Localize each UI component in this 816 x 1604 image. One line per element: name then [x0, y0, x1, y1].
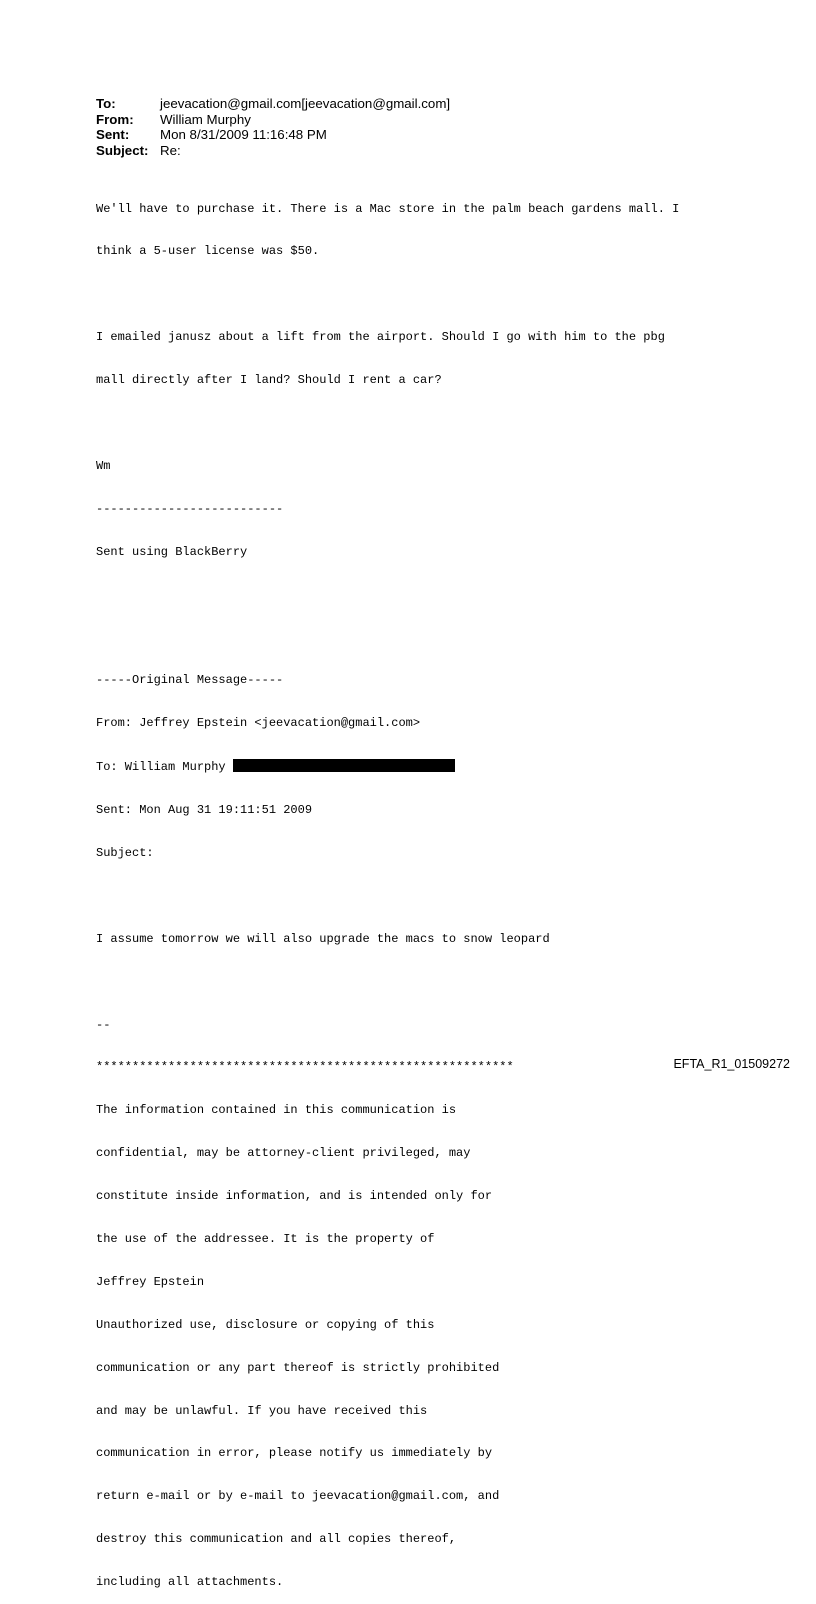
disclaimer-line: communication or any part thereof is strictly prohibited: [96, 1360, 500, 1375]
disclaimer-line: and may be unlawful. If you have received this: [96, 1403, 428, 1418]
email-body: [96, 173, 679, 1604]
sent-row: [96, 127, 450, 143]
blank-line: [96, 287, 679, 301]
email-header: [96, 96, 450, 158]
original-sent: Sent: Mon Aug 31 19:11:51 2009: [96, 803, 313, 818]
disclaimer-line: The information contained in this communication is: [96, 1103, 457, 1118]
disclaimer-line: constitute inside information, and is intended only for: [96, 1189, 493, 1204]
disclaimer-line: Unauthorized use, disclosure or copying of this: [96, 1317, 435, 1332]
from-row: [96, 112, 450, 128]
disclaimer-line: confidential, may be attorney-client privileged, may: [96, 1146, 471, 1161]
device-signature: Sent using BlackBerry: [96, 544, 248, 559]
blank-line: [96, 975, 679, 989]
blank-line: [96, 889, 679, 903]
subject-label: Subject:: [96, 142, 149, 158]
subject-row: [96, 143, 450, 159]
original-to: [96, 759, 679, 774]
blank-line: [96, 588, 679, 602]
document-id: EFTA_R1_01509272: [673, 1057, 790, 1071]
sent-label: Sent:: [96, 127, 130, 142]
signature-divider: --------------------------: [96, 501, 284, 516]
to-row: [96, 96, 450, 112]
disclaimer-line: the use of the addressee. It is the property of: [96, 1231, 435, 1246]
body-line: I emailed janusz about a lift from the airport. Should I go with him to the pbg: [96, 330, 665, 345]
disclaimer-line: including all attachments.: [96, 1575, 284, 1590]
subject-value: Re:: [160, 142, 181, 158]
sender-initials: Wm: [96, 458, 111, 473]
disclaimer-line: return e-mail or by e-mail to jeevacation@gmail.com, and: [96, 1489, 500, 1504]
original-subject: Subject:: [96, 845, 154, 860]
body-line: think a 5-user license was $50.: [96, 244, 320, 259]
blank-line: [96, 416, 679, 430]
body-line: We'll have to purchase it. There is a Mac store in the palm beach gardens mall. I: [96, 201, 680, 216]
from-label: From:: [96, 111, 134, 127]
redaction-bar: [233, 759, 455, 772]
body-line: mall directly after I land? Should I rent a car?: [96, 373, 442, 388]
to-value: jeevacation@gmail.com[jeevacation@gmail.com]: [160, 96, 451, 111]
original-message-divider: -----Original Message-----: [96, 673, 284, 688]
from-value: William Murphy: [160, 111, 251, 127]
sig-separator: --: [96, 1017, 111, 1032]
original-from: From: Jeffrey Epstein <jeevacation@gmail.com>: [96, 716, 421, 731]
disclaimer-line: communication in error, please notify us immediately by: [96, 1446, 493, 1461]
asterisk-divider: **********************************************************: [96, 1060, 514, 1075]
disclaimer-line: destroy this communication and all copies thereof,: [96, 1532, 457, 1547]
original-to-text: To: William Murphy: [96, 760, 226, 775]
blank-line: [96, 631, 679, 645]
to-label: To:: [96, 96, 116, 111]
sent-value: Mon 8/31/2009 11:16:48 PM: [160, 127, 327, 142]
original-body: I assume tomorrow we will also upgrade the macs to snow leopard: [96, 931, 550, 946]
disclaimer-line: Jeffrey Epstein: [96, 1274, 205, 1289]
